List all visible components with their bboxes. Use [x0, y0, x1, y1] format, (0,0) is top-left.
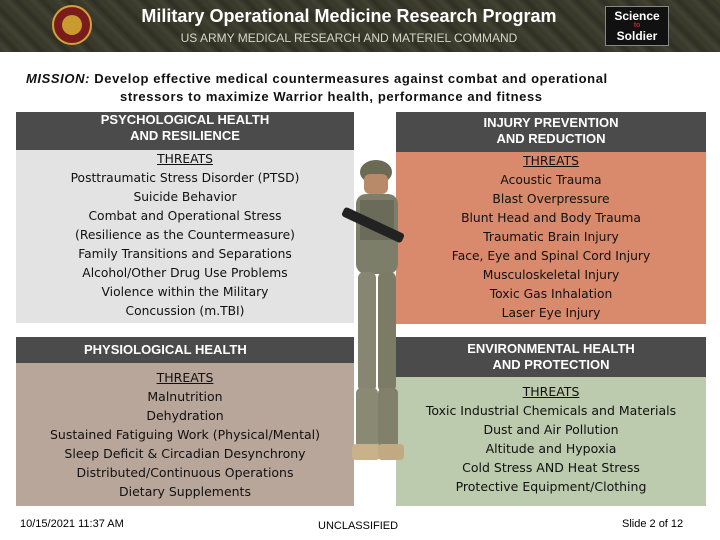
list-item: Malnutrition [147, 389, 223, 404]
list-item: Dehydration [146, 408, 224, 423]
list-item: Combat and Operational Stress [88, 209, 282, 223]
list-item: Laser Eye Injury [501, 306, 601, 320]
header-banner [0, 0, 720, 52]
soldier-figure-icon [338, 150, 408, 480]
injury-title-line-1: INJURY PREVENTION [483, 115, 619, 130]
list-item: Suicide Behavior [133, 190, 237, 204]
list-item: Concussion (m.TBI) [125, 304, 245, 318]
logo-bottom-text: Soldier [616, 29, 658, 43]
mission-statement [26, 70, 706, 106]
list-item: Traumatic Brain Injury [483, 230, 619, 244]
environmental-panel-header [396, 337, 706, 377]
page-subtitle: US ARMY MEDICAL RESEARCH AND MATERIEL COMMAND [180, 31, 518, 45]
mission-line-2: stressors to maximize Warrior health, performance and fitness [120, 89, 543, 104]
environmental-threats-label: THREATS [522, 384, 580, 399]
list-item: Dietary Supplements [119, 484, 251, 499]
mission-label: MISSION: [26, 71, 91, 86]
psychological-panel-header [16, 112, 354, 150]
list-item: Cold Stress AND Heat Stress [462, 460, 640, 475]
list-item: Distributed/Continuous Operations [76, 465, 294, 480]
injury-panel-header [396, 112, 706, 152]
psychological-threats-label: THREATS [157, 152, 213, 166]
list-item: Violence within the Military [101, 285, 269, 299]
injury-title-line-2: AND REDUCTION [496, 131, 606, 146]
science-to-soldier-logo [605, 6, 669, 46]
army-medical-seal-icon [52, 5, 92, 45]
list-item: Posttraumatic Stress Disorder (PTSD) [70, 171, 300, 185]
page-title: Military Operational Medicine Research Program [141, 6, 557, 26]
footer-classification: UNCLASSIFIED [318, 520, 399, 532]
list-item: Altitude and Hypoxia [485, 441, 617, 456]
environmental-title-line-2: AND PROTECTION [492, 357, 610, 372]
environmental-panel-body [396, 377, 706, 506]
footer-slide-number: Slide 2 of 12 [622, 518, 684, 530]
list-item: Musculoskeletal Injury [482, 268, 620, 282]
psychological-panel-body [16, 150, 354, 323]
environmental-title-line-1: ENVIRONMENTAL HEALTH [467, 341, 635, 356]
injury-panel-body [396, 152, 706, 324]
list-item: Sustained Fatiguing Work (Physical/Mental) [49, 427, 321, 442]
logo-top-text: Science [614, 9, 660, 23]
footer-date: 10/15/2021 11:37 AM [20, 518, 124, 530]
mission-line-1: Develop effective medical countermeasures against combat and operational [94, 71, 608, 86]
psychological-title-line-2: AND RESILIENCE [130, 128, 240, 143]
physiological-threats-label: THREATS [156, 370, 214, 385]
psychological-title-line-1: PSYCHOLOGICAL HEALTH [100, 112, 270, 127]
physiological-panel-header: PHYSIOLOGICAL HEALTH [16, 337, 354, 363]
list-item: Blast Overpressure [492, 192, 610, 206]
list-item: Face, Eye and Spinal Cord Injury [451, 249, 651, 263]
physiological-panel-body [16, 363, 354, 506]
list-item: Dust and Air Pollution [483, 422, 619, 437]
list-item: (Resilience as the Countermeasure) [75, 228, 295, 242]
list-item: Alcohol/Other Drug Use Problems [82, 266, 288, 280]
list-item: Acoustic Trauma [500, 173, 602, 187]
list-item: Family Transitions and Separations [78, 247, 292, 261]
list-item: Toxic Industrial Chemicals and Materials [425, 403, 677, 418]
list-item: Toxic Gas Inhalation [489, 287, 613, 301]
list-item: Blunt Head and Body Trauma [461, 211, 641, 225]
logo-to-text: to [633, 22, 641, 29]
list-item: Sleep Deficit & Circadian Desynchrony [64, 446, 306, 461]
list-item: Protective Equipment/Clothing [455, 479, 647, 494]
injury-threats-label: THREATS [523, 154, 579, 168]
